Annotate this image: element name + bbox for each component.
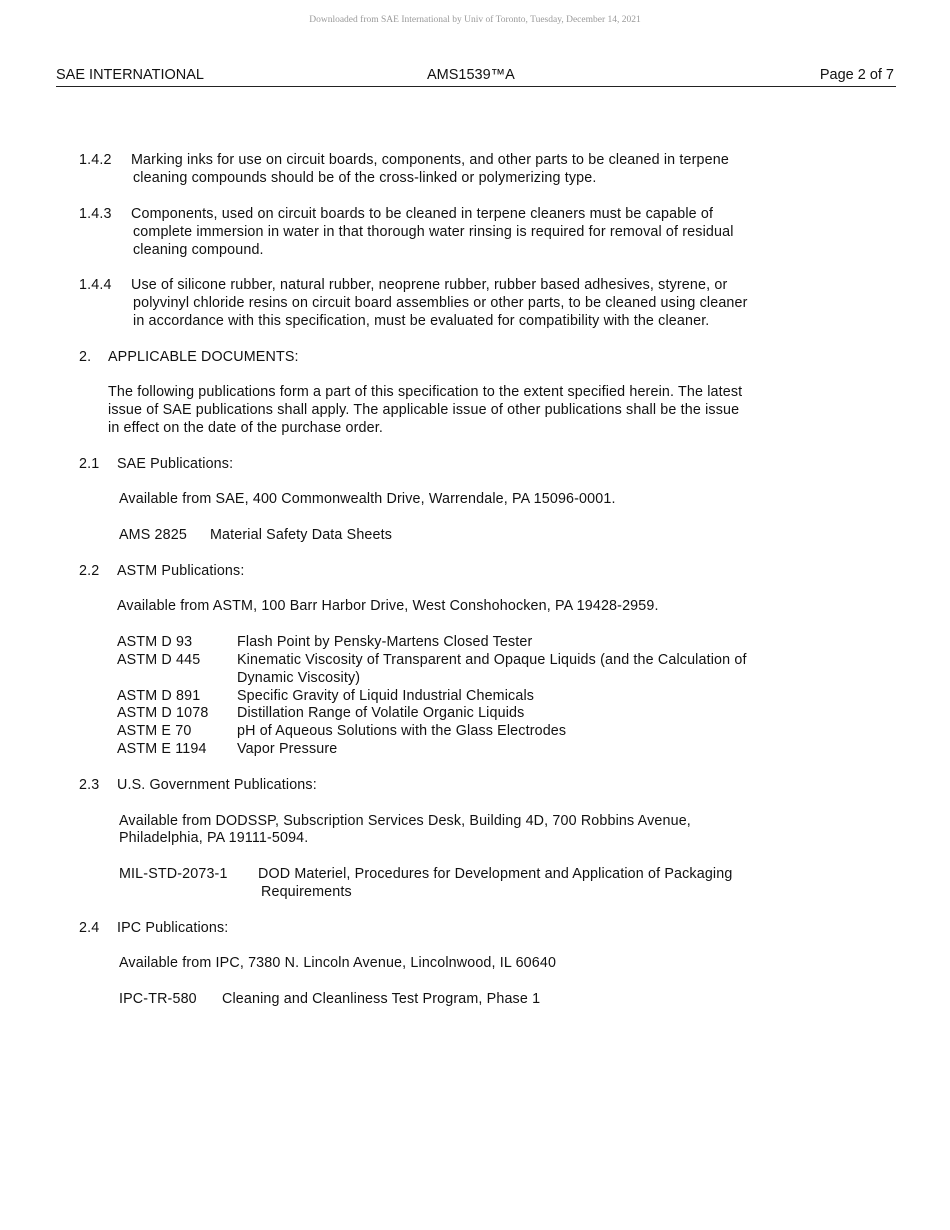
astm-doc-code: ASTM D 891 [117, 688, 201, 704]
section-1-4-4-line-3: in accordance with this specification, must be evaluated for compatibility with the cleaner. [133, 313, 710, 329]
section-number-2-3: 2.3 [79, 777, 100, 793]
section-1-4-3-line-3: cleaning compound. [133, 242, 264, 258]
section-number-2-4: 2.4 [79, 920, 100, 936]
astm-doc-title: Kinematic Viscosity of Transparent and Opaque Liquids (and the Calculation of [237, 652, 747, 668]
astm-doc-title: Vapor Pressure [237, 741, 338, 757]
mil-std-doc-code: MIL-STD-2073-1 [119, 866, 228, 882]
section-1-4-4-line-1: Use of silicone rubber, natural rubber, neoprene rubber, rubber based adhesives, styrene, or [131, 277, 728, 293]
astm-doc-title: pH of Aqueous Solutions with the Glass Electrodes [237, 723, 567, 739]
ipc-doc-title: Cleaning and Cleanliness Test Program, Phase 1 [222, 991, 541, 1007]
header-page-number: Page 2 of 7 [819, 67, 894, 83]
sae-doc-title: Material Safety Data Sheets [210, 527, 393, 543]
section-2-3-heading: U.S. Government Publications: [117, 777, 317, 793]
astm-doc-title-continued: Dynamic Viscosity) [237, 670, 361, 686]
astm-doc-title: Distillation Range of Volatile Organic Liquids [237, 705, 525, 721]
astm-doc-code: ASTM D 93 [117, 634, 193, 650]
section-2-1-heading: SAE Publications: [117, 456, 234, 472]
astm-doc-code: ASTM D 445 [117, 652, 201, 668]
mil-std-doc-title: DOD Materiel, Procedures for Development and Application of Packaging [258, 866, 733, 882]
section-1-4-2-line-2: cleaning compounds should be of the cross-linked or polymerizing type. [133, 170, 597, 186]
section-2-paragraph-line-1: The following publications form a part of this specification to the extent specified herein. The latest [108, 384, 743, 400]
section-1-4-3-line-1: Components, used on circuit boards to be cleaned in terpene cleaners must be capable of [131, 206, 714, 222]
section-number-2: 2. [79, 349, 92, 365]
download-watermark: Downloaded from SAE International by Univ of Toronto, Tuesday, December 14, 2021 [309, 15, 641, 25]
sae-doc-code: AMS 2825 [119, 527, 187, 543]
section-2-4-heading: IPC Publications: [117, 920, 229, 936]
section-1-4-2-line-1: Marking inks for use on circuit boards, components, and other parts to be cleaned in terpene [131, 152, 729, 168]
mil-std-doc-title-continued: Requirements [261, 884, 352, 900]
header-document-number: AMS1539™A [427, 67, 515, 83]
astm-doc-code: ASTM E 1194 [117, 741, 207, 757]
ipc-doc-code: IPC-TR-580 [119, 991, 197, 1007]
dodssp-availability-line-2: Philadelphia, PA 19111-5094. [119, 830, 309, 846]
section-1-4-4-line-2: polyvinyl chloride resins on circuit board assemblies or other parts, to be cleaned using cleaner [133, 295, 748, 311]
astm-doc-code: ASTM D 1078 [117, 705, 209, 721]
page-header [56, 67, 896, 87]
astm-doc-title: Flash Point by Pensky-Martens Closed Tester [237, 634, 533, 650]
section-2-paragraph-line-3: in effect on the date of the purchase order. [108, 420, 383, 436]
astm-availability: Available from ASTM, 100 Barr Harbor Drive, West Conshohocken, PA 19428-2959. [117, 598, 659, 614]
section-2-2-heading: ASTM Publications: [117, 563, 245, 579]
section-number-2-2: 2.2 [79, 563, 100, 579]
ipc-availability: Available from IPC, 7380 N. Lincoln Avenue, Lincolnwood, IL 60640 [119, 955, 557, 971]
astm-doc-code: ASTM E 70 [117, 723, 192, 739]
section-number-2-1: 2.1 [79, 456, 100, 472]
section-number-1-4-3: 1.4.3 [79, 206, 112, 222]
section-number-1-4-4: 1.4.4 [79, 277, 112, 293]
section-1-4-3-line-2: complete immersion in water in that thorough water rinsing is required for removal of residual [133, 224, 734, 240]
section-2-paragraph-line-2: issue of SAE publications shall apply. The applicable issue of other publications shall be the issue [108, 402, 740, 418]
section-2-heading: APPLICABLE DOCUMENTS: [108, 349, 299, 365]
section-number-1-4-2: 1.4.2 [79, 152, 112, 168]
astm-doc-title: Specific Gravity of Liquid Industrial Chemicals [237, 688, 535, 704]
header-organization: SAE INTERNATIONAL [56, 67, 204, 83]
sae-availability: Available from SAE, 400 Commonwealth Drive, Warrendale, PA 15096-0001. [119, 491, 616, 507]
dodssp-availability-line-1: Available from DODSSP, Subscription Services Desk, Building 4D, 700 Robbins Avenue, [119, 813, 691, 829]
